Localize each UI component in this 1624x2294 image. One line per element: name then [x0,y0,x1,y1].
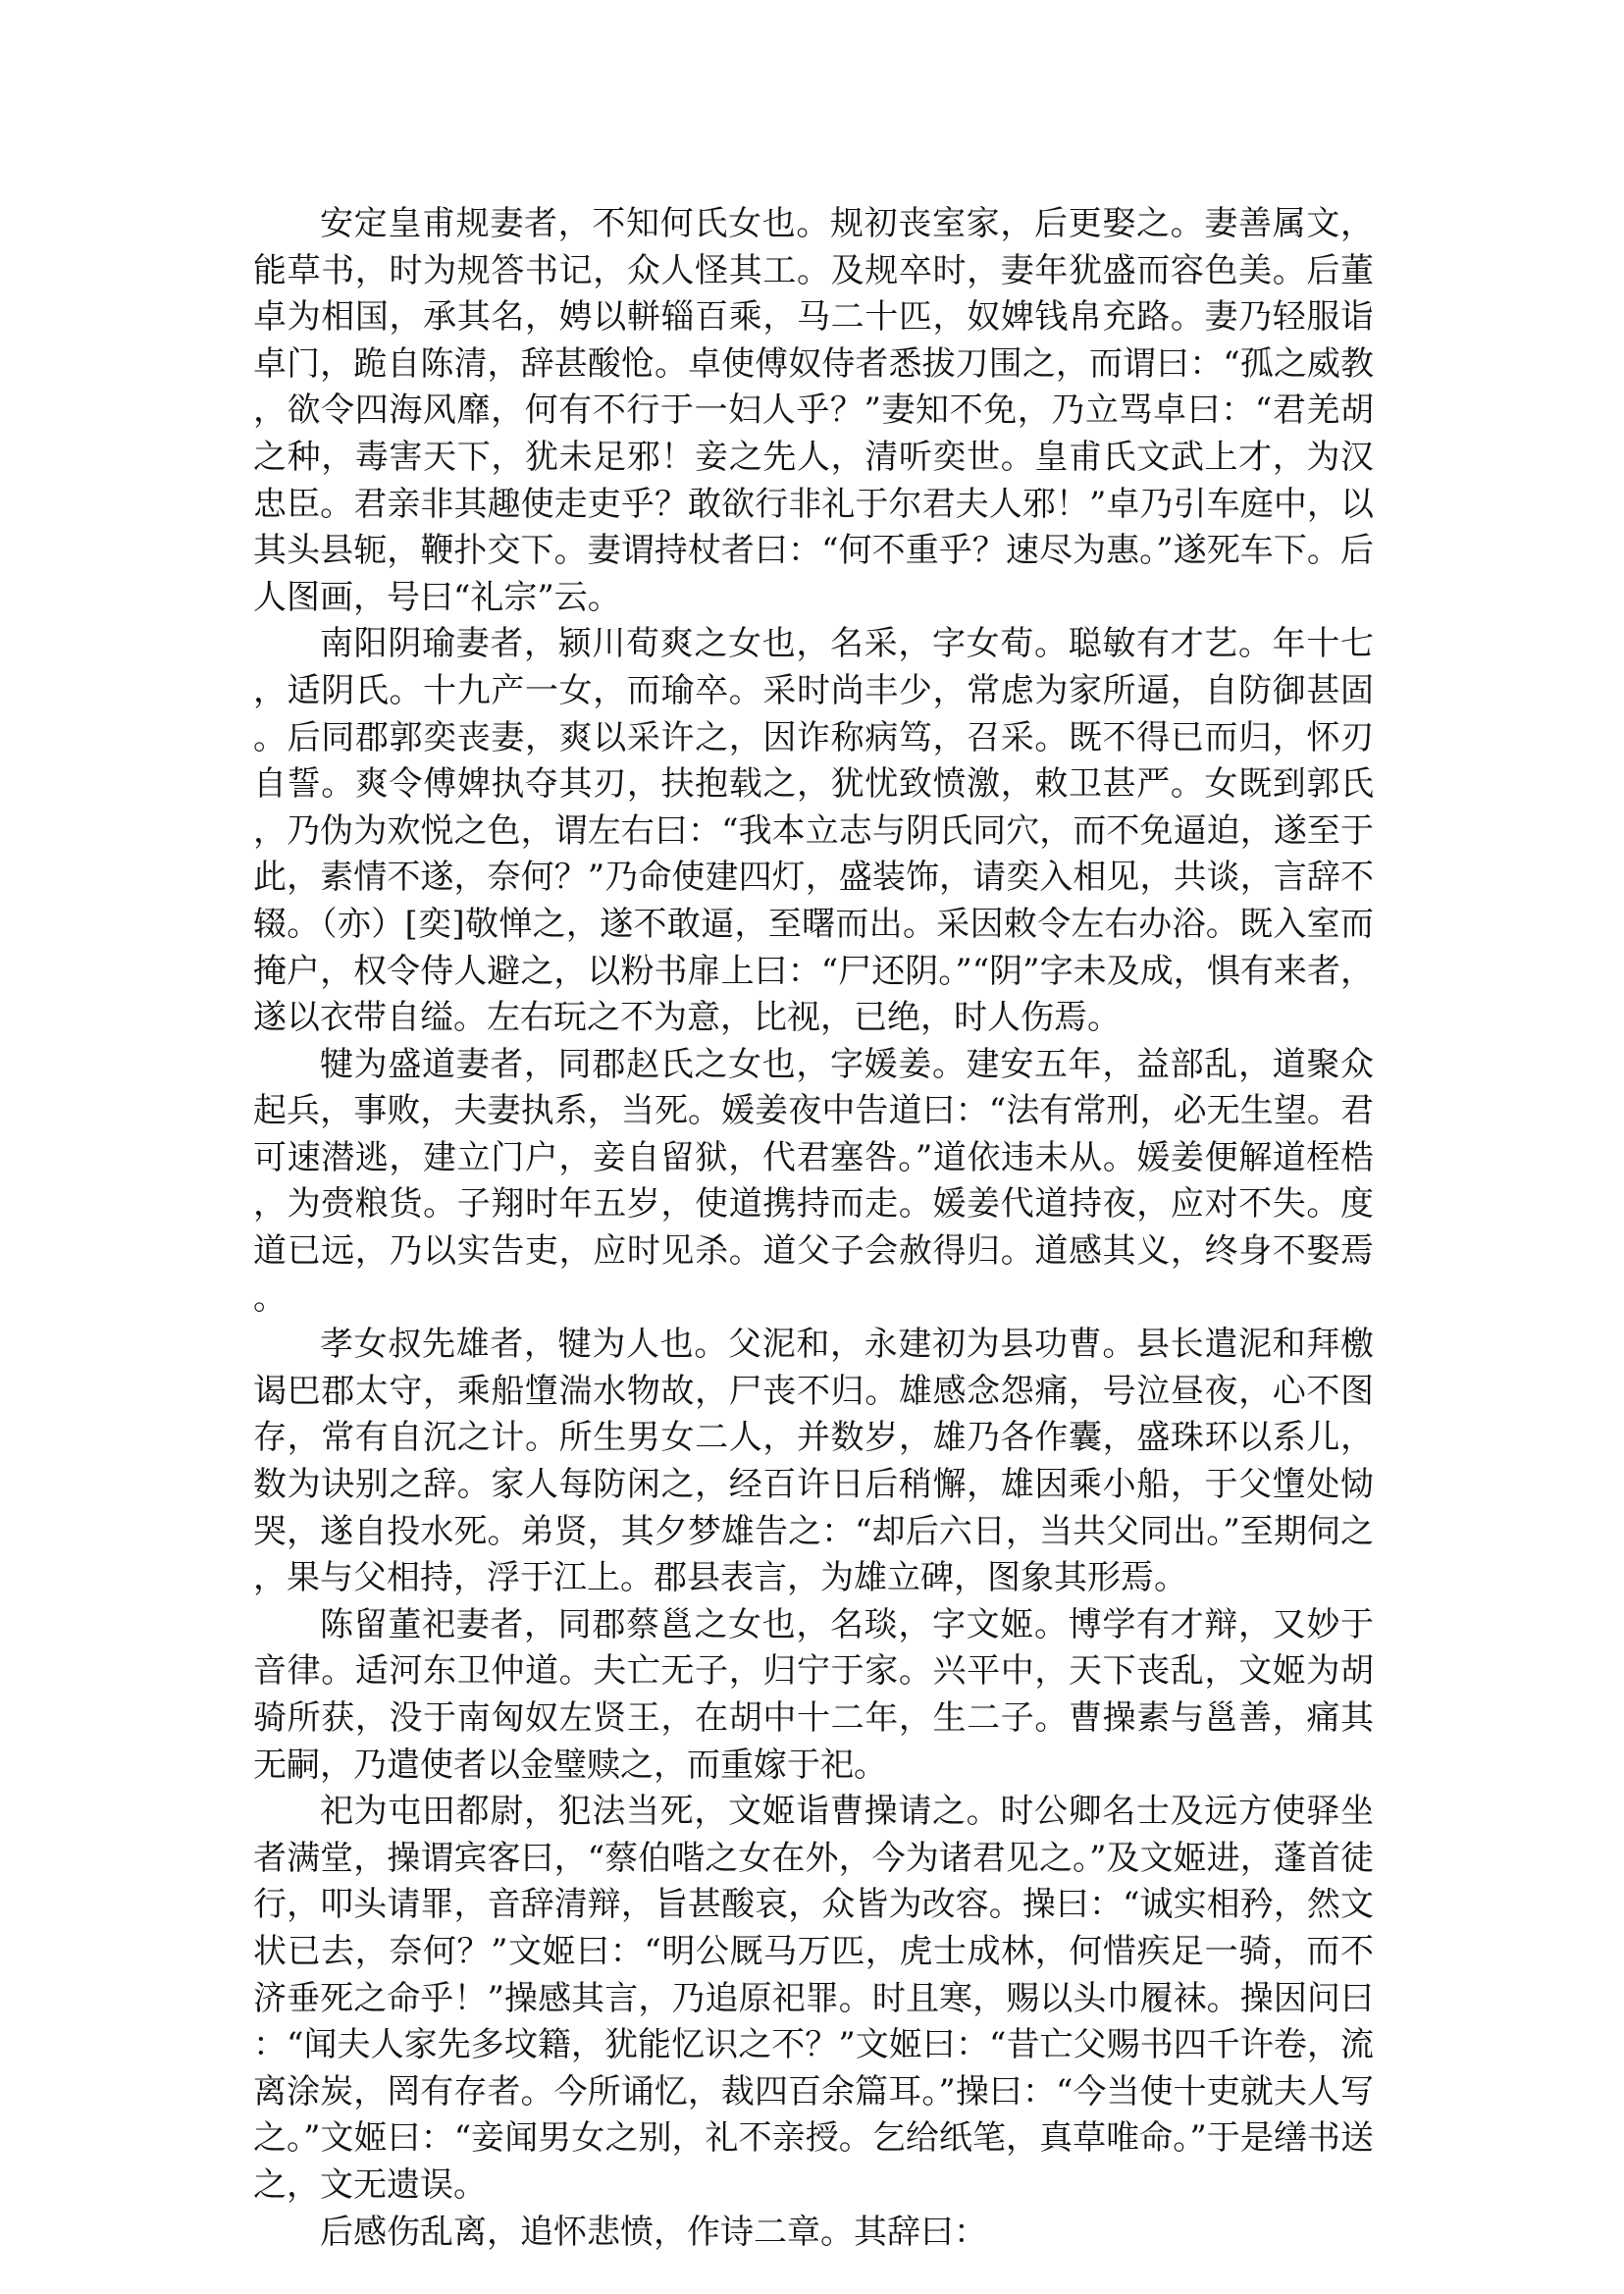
paragraph-poem-intro: 后感伤乱离，追怀悲愤，作诗二章。其辞曰： [320,2212,987,2252]
paragraph-huangfu-gui-wife: 安定皇甫规妻者，不知何氏女也。规初丧室家，后更娶之。妻善属文，能草书，时为规答书记，众人怪其工。及规卒时，妻年犹盛而容色美。后董卓为相国，承其名，娉以軿辎百乘，马二十匹，奴婢钱帛充路。妻乃轻服诣卓门，跪自陈清，辞甚酸怆。卓使傅奴侍者悉拔刀围之，而谓曰：“孤之威教，欲令四海风靡，何有不行于一妇人乎？”妻知不免，乃立骂卓曰：“君羌胡之种，毒害天下，犹未足邪！妾之先人，清听奕世。皇甫氏文武上才，为汉忠臣。君亲非其趣使走吏乎？敢欲行非礼于尔君夫人邪！”卓乃引车庭中，以其头县轭，鞭扑交下。妻谓持杖者曰：“何不重乎？速尽为惠。”遂死车下。后人图画，号曰“礼宗”云。 [253,204,1374,617]
paragraph-wenji-plea: 祀为屯田都尉，犯法当死，文姬诣曹操请之。时公卿名士及远方使驿坐者满堂，操谓宾客曰，“蔡伯喈之女在外，今为诸君见之。”及文姬进，蓬首徒行，叩头请罪，音辞清辩，旨甚酸哀，众皆为改容。操曰：“诚实相矜，然文状已去，奈何？”文姬曰：“明公厩马万匹，虎士成林，何惜疾足一骑，而不济垂死之命乎！”操感其言，乃追原祀罪。时且寒，赐以头巾履袜。操因问曰：“闻夫人家先多坟籍，犹能忆识之不？”文姬曰：“昔亡父赐书四千许卷，流离涂炭，罔有存者。今所诵忆，裁四百余篇耳。”操曰：“今当使十吏就夫人写之。”文姬曰：“妾闻男女之别，礼不亲授。乞给纸笔，真草唯命。”于是缮书送之，文无遗误。 [253,1792,1374,2205]
document-body [253,201,1374,2256]
paragraph-dong-si-wife: 陈留董祀妻者，同郡蔡邕之女也，名琰，字文姬。博学有才辩，又妙于音律。适河东卫仲道。夫亡无子，归宁于家。兴平中，天下丧乱，文姬为胡骑所获，没于南匈奴左贤王，在胡中十二年，生二子。曹操素与邕善，痛其无嗣，乃遣使者以金璧赎之，而重嫁于祀。 [253,1604,1374,1785]
paragraph-yin-yu-wife: 南阳阴瑜妻者，颍川荀爽之女也，名采，字女荀。聪敏有才艺。年十七，适阴氏。十九产一女，而瑜卒。采时尚丰少，常虑为家所逼，自防御甚固。后同郡郭奕丧妻，爽以采许之，因诈称病笃，召采。既不得已而归，怀刃自誓。爽令傅婢执夺其刃，扶抱载之，犹忧致愤激，敕卫甚严。女既到郭氏，乃伪为欢悦之色，谓左右曰：“我本立志与阴氏同穴，而不免逼迫，遂至于此，素情不遂，奈何？”乃命使建四灯，盛装饰，请奕入相见，共谈，言辞不辍。（亦）[奕]敬惮之，遂不敢逼，至曙而出。采因敕令左右办浴。既入室而掩户，权令侍人避之，以粉书扉上曰：“尸还阴。”“阴”字未及成，惧有来者，遂以衣带自缢。左右玩之不为意，比视，已绝，时人伤焉。 [253,624,1374,1038]
paragraph-shuxian-xiong: 孝女叔先雄者，犍为人也。父泥和，永建初为县功曹。县长遣泥和拜檄谒巴郡太守，乘船墯湍水物故，尸丧不归。雄感念怨痛，号泣昼夜，心不图存，常有自沉之计。所生男女二人，并数岁，雄乃各作囊，盛珠环以系儿，数为诀别之辞。家人每防闲之，经百许日后稍懈，雄因乘小船，于父墯处恸哭，遂自投水死。弟贤，其夕梦雄告之：“却后六日，当共父同出。”至期伺之，果与父相持，浮于江上。郡县表言，为雄立碑，图象其形焉。 [253,1325,1374,1598]
paragraph-sheng-dao-wife: 犍为盛道妻者，同郡赵氏之女也，字媛姜。建安五年，益部乱，道聚众起兵，事败，夫妻执系，当死。媛姜夜中告道曰：“法有常刑，必无生望。君可速潜逃，建立门户，妾自留狱，代君塞咎。”道依违未从。媛姜便解道桎梏，为赍粮货。子翔时年五岁，使道携持而走。媛姜代道持夜，应对不失。度道已远，乃以实告吏，应时见杀。道父子会赦得归。道感其义，终身不娶焉。 [253,1044,1374,1318]
